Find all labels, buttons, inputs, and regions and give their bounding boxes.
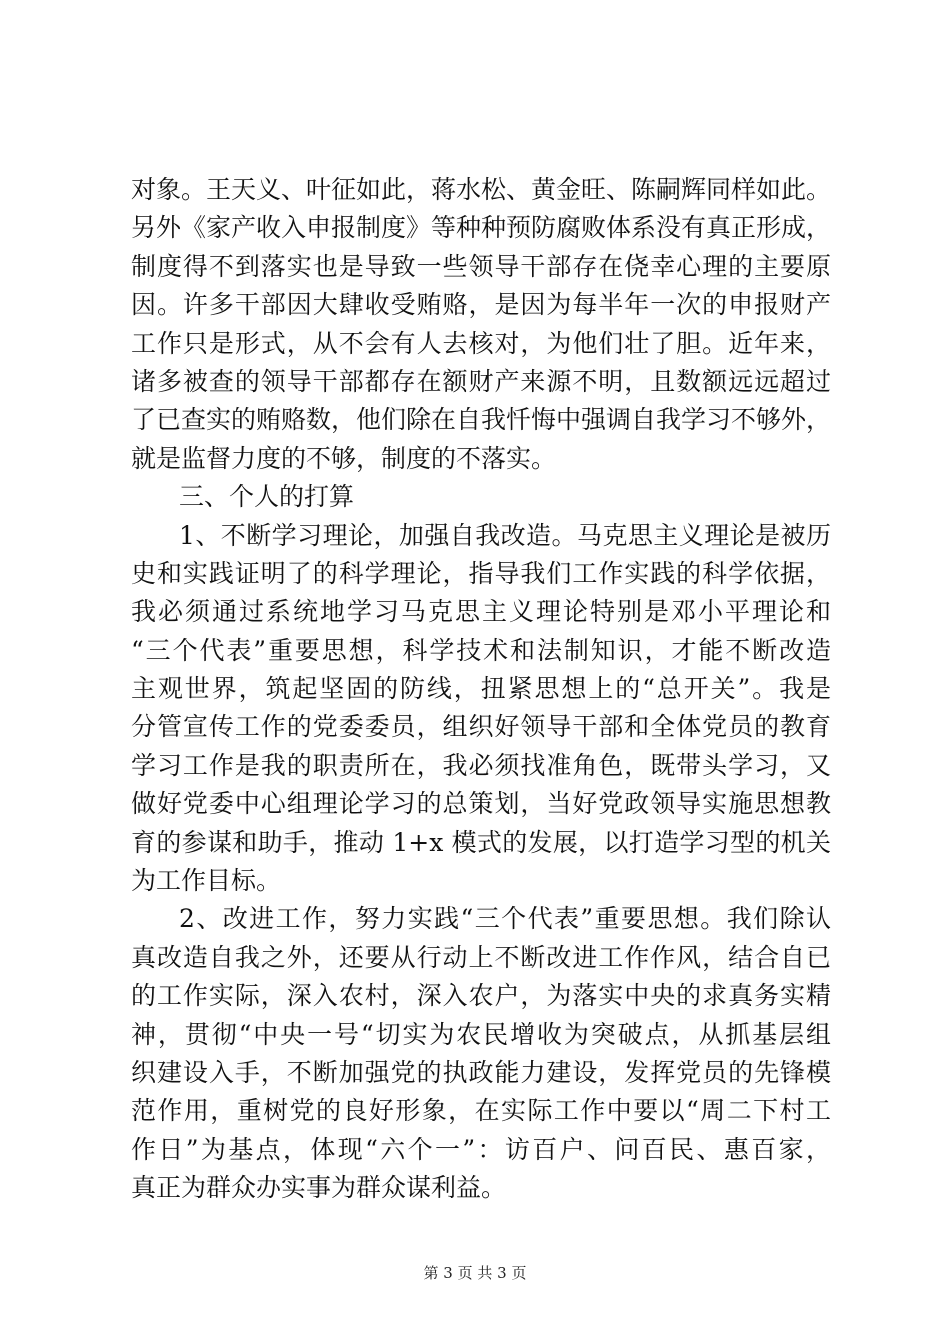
text-line: 的工作实际，深入农村，深入农户，为落实中央的求真务实精 (131, 981, 831, 1011)
text-line: 因。许多干部因大肆收受贿赂，是因为每半年一次的申报财产 (131, 290, 831, 320)
text-line: 了已查实的贿赂数，他们除在自我忏悔中强调自我学习不够外， (131, 405, 832, 435)
text-line: 范作用，重树党的良好形象，在实际工作中要以“周二下村工 (131, 1096, 831, 1126)
text-line: 2、改进工作，努力实践“三个代表”重要思想。我们除认 (179, 904, 831, 934)
text-line: 为工作目标。 (131, 866, 282, 896)
document-body (131, 171, 831, 1208)
text-line: 对象。王天义、叶征如此，蒋水松、黄金旺、陈嗣辉同样如此。 (131, 175, 832, 204)
text-line: 真改造自我之外，还要从行动上不断改进工作作风，结合自已 (131, 942, 831, 972)
text-line: 1、不断学习理论，加强自我改造。马克思主义理论是被历 (179, 520, 831, 550)
page-footer: 第 3 页 共 3 页 (423, 1264, 527, 1282)
text-line: 主观世界，筑起坚固的防线，扭紧思想上的“总开关”。我是 (131, 674, 831, 704)
text-line: “三个代表”重要思想，科学技术和法制知识，才能不断改造 (131, 635, 831, 665)
text-line: 学习工作是我的职责所在，我必须找准角色，既带头学习，又 (131, 750, 831, 780)
text-line: 育的参谋和助手，推动 1+x 模式的发展，以打造学习型的机关 (131, 827, 831, 857)
section-heading: 三、个人的打算 (179, 482, 355, 512)
text-line: 我必须通过系统地学习马克思主义理论特别是邓小平理论和 (131, 597, 831, 627)
text-line: 分管宣传工作的党委委员，组织好领导干部和全体党员的教育 (131, 712, 831, 742)
text-line: 做好党委中心组理论学习的总策划，当好党政领导实施思想教 (131, 789, 831, 819)
text-line: 诸多被查的领导干部都存在额财产来源不明，且数额远远超过 (131, 366, 831, 396)
text-line: 另外《家产收入申报制度》等种种预防腐败体系没有真正形成， (131, 213, 832, 243)
text-line: 神，贯彻“中央一号“切实为农民增收为突破点，从抓基层组 (131, 1019, 831, 1049)
text-line: 作日”为基点，体现“六个一”：访百户、问百民、惠百家， (131, 1134, 831, 1164)
text-line: 工作只是形式，从不会有人去核对，为他们壮了胆。近年来， (131, 328, 831, 358)
text-line: 就是监督力度的不够，制度的不落实。 (131, 443, 557, 473)
text-line: 制度得不到落实也是导致一些领导干部存在侥幸心理的主要原 (131, 251, 831, 281)
text-line: 织建设入手，不断加强党的执政能力建设，发挥党员的先锋模 (131, 1057, 831, 1087)
text-line: 真正为群众办实事为群众谋利益。 (131, 1173, 507, 1203)
text-line: 史和实践证明了的科学理论，指导我们工作实践的科学依据， (131, 558, 831, 588)
